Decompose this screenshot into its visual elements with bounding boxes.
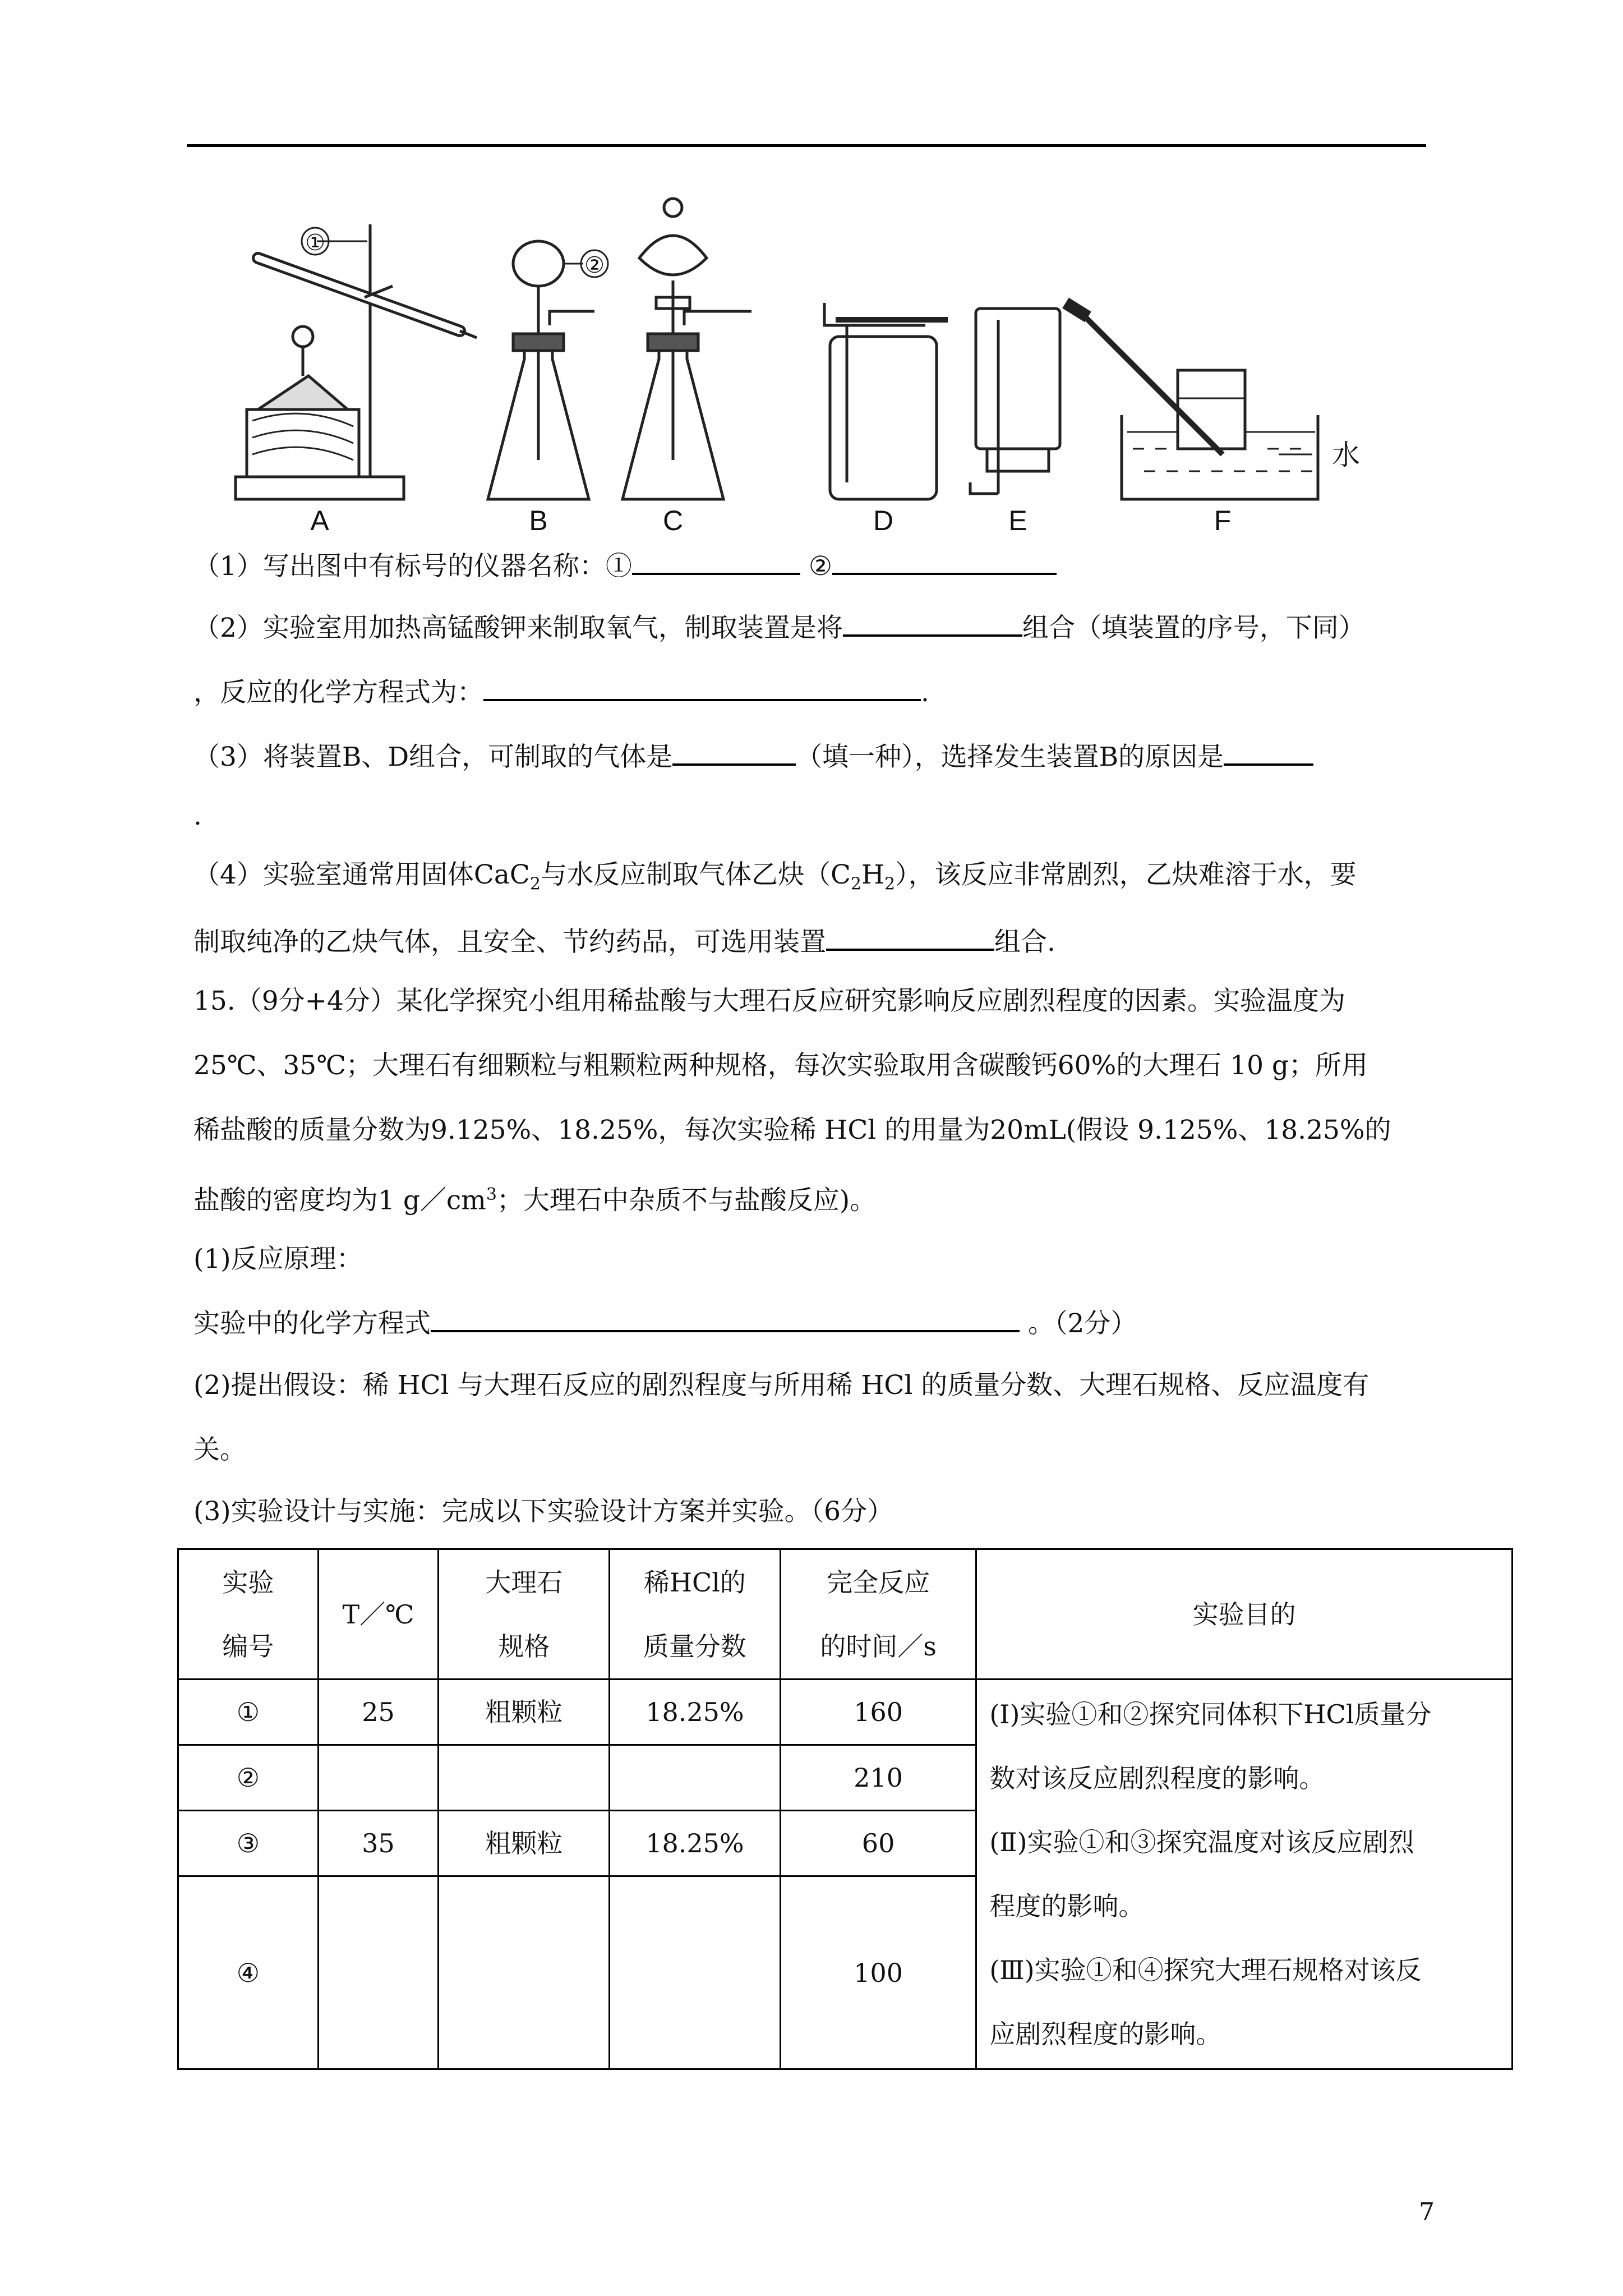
label-d: D (873, 505, 894, 536)
header-id: 实验 编号 (178, 1549, 319, 1680)
question-3-line-2 (193, 799, 202, 833)
q15-points: 。（2分） (1027, 1308, 1137, 1339)
q2-blank-2[interactable] (483, 673, 921, 701)
marker-2: ② (584, 253, 605, 278)
q4-sub-c2: 2 (850, 874, 862, 894)
q3-text-a: （3）将装置B、D组合，可制取的气体是 (193, 742, 673, 772)
q15-part1-line (193, 1304, 1137, 1341)
cell-spec: 粗颗粒 (439, 1680, 610, 1745)
q4-sub-h2: 2 (884, 874, 896, 894)
cell-temp: 25 (318, 1680, 439, 1745)
q15-part2-line-1: (2)提出假设：稀 HCl 与大理石反应的剧烈程度与所用稀 HCl 的质量分数、大理石规格、反应温度有 (193, 1370, 1370, 1401)
q15-line-4 (193, 1178, 876, 1218)
q15-sup-3: 3 (486, 1185, 497, 1204)
q4-text-a: （4）实验室通常用固体CaC (193, 859, 530, 890)
cell-spec: 粗颗粒 (439, 1811, 610, 1876)
cell-conc: 18.25% (610, 1811, 781, 1876)
q15-text-impurity: ；大理石中杂质不与盐酸反应)。 (496, 1185, 877, 1216)
cell-time: 100 (780, 1876, 976, 2069)
label-c: C (662, 505, 684, 536)
q4-text-d: ），该反应非常剧烈，乙炔难溶于水，要 (895, 859, 1357, 890)
apparatus-figure (224, 191, 1413, 539)
cell-time: 160 (780, 1680, 976, 1745)
cell-temp[interactable] (318, 1876, 439, 2069)
goal-line: 程度的影响。 (989, 1891, 1145, 1921)
q15-part3-title: (3)实验设计与实施：完成以下实验设计方案并实验。（6分） (193, 1496, 893, 1527)
q2-text-d: . (921, 677, 929, 708)
water-label: 水 (1332, 439, 1360, 471)
header-time: 完全反应 的时间／s (780, 1549, 976, 1680)
goal-line: 应剧烈程度的影响。 (989, 2019, 1222, 2049)
cell-id: ④ (178, 1876, 319, 2069)
q1-blank-2[interactable] (832, 547, 1057, 575)
cell-conc[interactable] (610, 1876, 781, 2069)
q3-blank-2[interactable] (1224, 738, 1313, 766)
q1-text-a: （1）写出图中有标号的仪器名称：① (193, 551, 632, 582)
goal-line: (Ⅲ)实验①和④探究大理石规格对该反 (989, 1955, 1422, 1985)
stand-base (236, 477, 404, 499)
cell-time: 60 (780, 1811, 976, 1876)
q4-text-b: 与水反应制取气体乙炔（C (540, 859, 851, 890)
cell-temp[interactable] (318, 1745, 439, 1811)
q15-line-1: 15.（9分+4分）某化学探究小组用稀盐酸与大理石反应研究影响反应剧烈程度的因素。实验温度为 (193, 986, 1345, 1016)
table-header-row (178, 1549, 1513, 1680)
q4-text-e: 制取纯净的乙炔气体，且安全、节约药品，可选用装置 (193, 927, 826, 958)
cell-goals (976, 1680, 1513, 2069)
cell-spec[interactable] (439, 1745, 610, 1811)
q2-text-b: 组合（填装置的序号，下同） (1022, 613, 1365, 643)
header-goal: 实验目的 (976, 1549, 1513, 1680)
q15-line-3: 稀盐酸的质量分数为9.125%、18.25%，每次实验稀 HCl 的用量为20mL(假设 9.125%、18.25%的 (193, 1115, 1391, 1145)
goal-line: (Ⅰ)实验①和②探究同体积下HCl质量分 (989, 1699, 1432, 1729)
q2-text-c: ，反应的化学方程式为： (193, 677, 483, 708)
question-2-line-1 (193, 609, 1365, 645)
q3-blank-1[interactable] (672, 738, 796, 766)
q15-line-2: 25℃、35℃；大理石有细颗粒与粗颗粒两种规格，每次实验取用含碳酸钙60%的大理石 10 g；所用 (193, 1050, 1368, 1081)
q15-equation-blank[interactable] (431, 1304, 1020, 1332)
label-b: B (529, 505, 548, 536)
goal-line: (Ⅱ)实验①和③探究温度对该反应剧烈 (989, 1827, 1414, 1857)
q2-text-a: （2）实验室用加热高锰酸钾来制取氧气，制取装置是将 (193, 613, 843, 643)
question-2-line-2 (193, 673, 929, 710)
experiment-table (177, 1548, 1513, 2070)
page-number: 7 (1419, 2198, 1435, 2226)
question-1 (193, 547, 1057, 583)
q15-part1-title: (1)反应原理： (193, 1244, 363, 1274)
cell-temp: 35 (318, 1811, 439, 1876)
cell-spec[interactable] (439, 1876, 610, 2069)
cell-time: 210 (780, 1745, 976, 1811)
q15-part2-line-2: 关。 (193, 1434, 246, 1465)
question-3-line-1 (193, 738, 1313, 774)
q3-text-c: . (193, 800, 202, 831)
q4-sub-cac2: 2 (529, 874, 541, 894)
label-e: E (1008, 505, 1027, 536)
goal-line: 数对该反应剧烈程度的影响。 (989, 1763, 1325, 1793)
question-4-line-1 (193, 858, 1357, 901)
header-conc: 稀HCl的 质量分数 (610, 1549, 781, 1680)
label-f: F (1214, 505, 1232, 536)
q1-text-b: ② (808, 551, 832, 582)
cell-conc: 18.25% (610, 1680, 781, 1745)
cell-conc[interactable] (610, 1745, 781, 1811)
q1-blank-1[interactable] (632, 547, 800, 575)
q15-text-density: 盐酸的密度均为1 g／cm (193, 1185, 486, 1216)
q3-text-b: （填一种），选择发生装置B的原因是 (796, 742, 1224, 772)
cell-id: ② (178, 1745, 319, 1811)
cell-id: ① (178, 1680, 319, 1745)
q4-text-c: H (861, 859, 885, 890)
table-row (178, 1680, 1513, 1745)
header-spec: 大理石 规格 (439, 1549, 610, 1680)
header-rule (187, 144, 1426, 147)
label-a: A (310, 505, 329, 536)
q15-equation-prompt: 实验中的化学方程式 (193, 1308, 431, 1339)
q4-text-f: 组合. (994, 927, 1055, 958)
marker-1: ① (305, 231, 325, 255)
question-4-line-2 (193, 923, 1055, 959)
q2-blank-1[interactable] (843, 609, 1022, 637)
q4-blank[interactable] (826, 923, 994, 951)
cell-id: ③ (178, 1811, 319, 1876)
header-temp: T／℃ (318, 1549, 439, 1680)
